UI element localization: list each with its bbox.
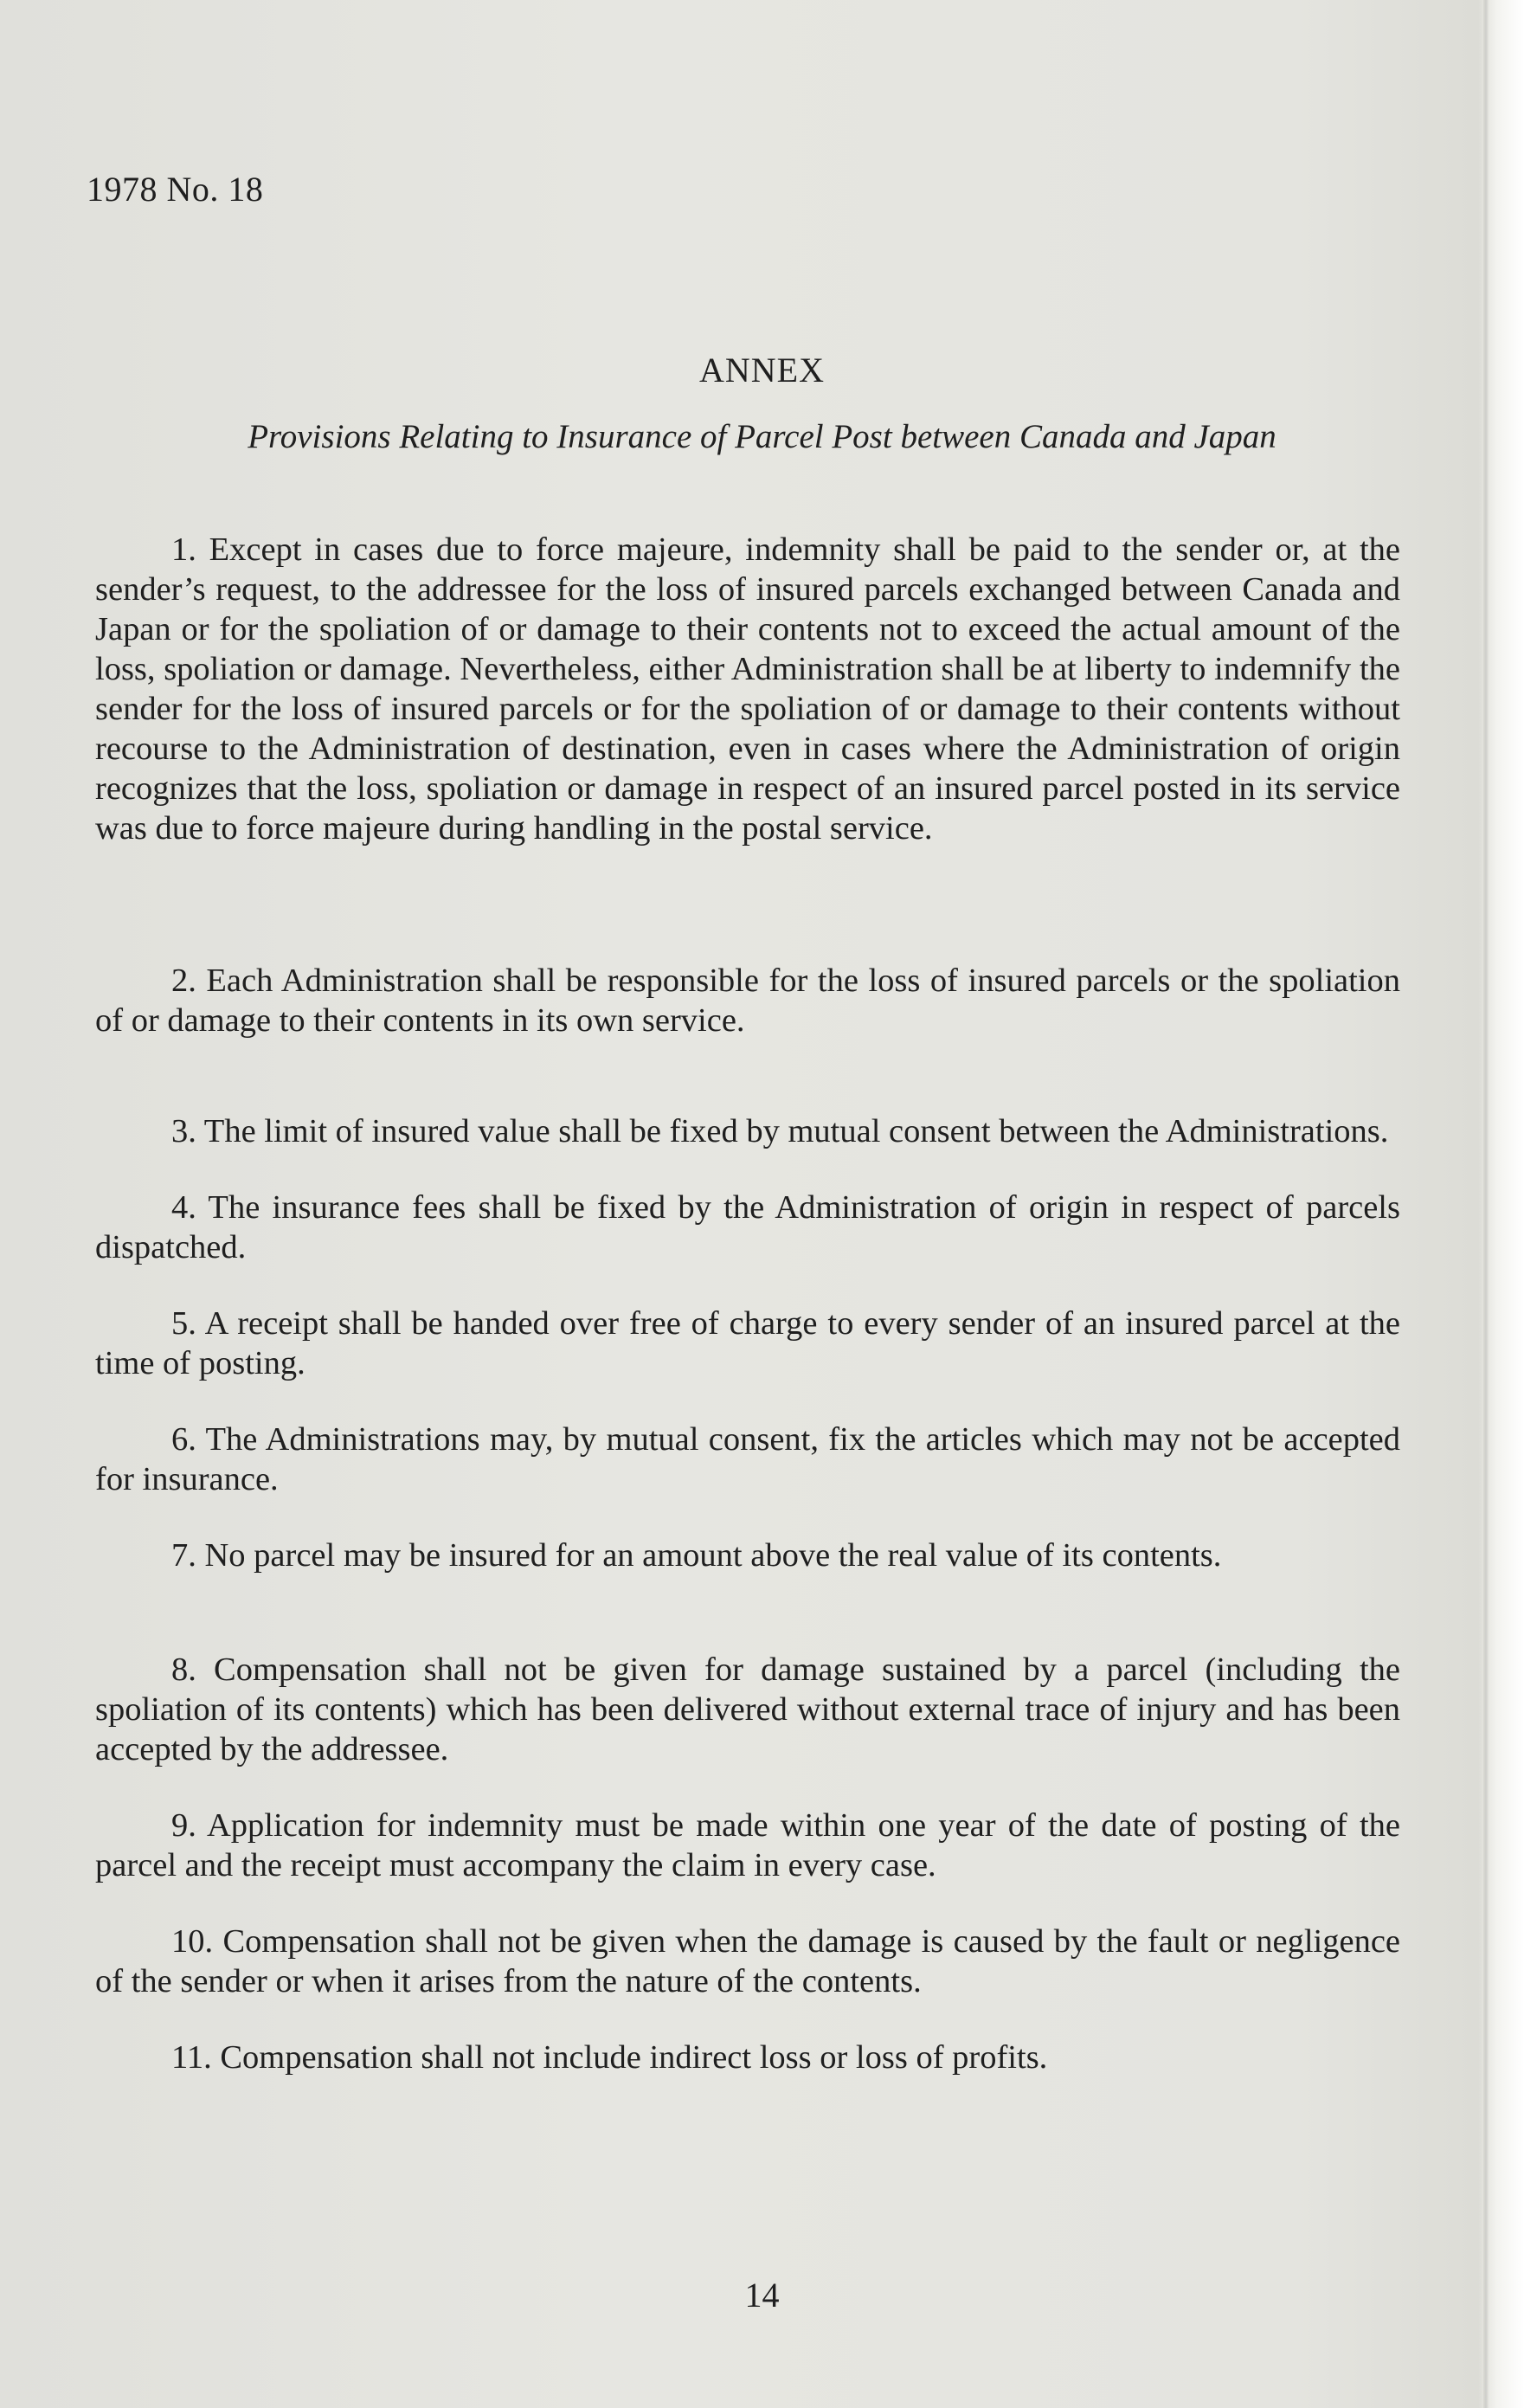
show-through-from-reverse-page <box>69 251 1419 424</box>
paragraph-6: 6. The Administrations may, by mutual consent, fix the articles which may not be accepted for insurance. <box>95 1421 1400 1497</box>
paragraph-8: 8. Compensation shall not be given for damage sustained by a parcel (including the spoliation of its contents) which has been delivered without external trace of injury and has been accepted by the addressee. <box>95 1651 1400 1767</box>
paragraph-4: 4. The insurance fees shall be fixed by the Administration of origin in respect of parcels dispatched. <box>95 1189 1400 1265</box>
paragraph-1: 1. Except in cases due to force majeure, indemnity shall be paid to the sender or, at the sender’s request, to the addressee for the loss of insured parcels exchanged between Canada and Japan or for the spoliation of or damage to their contents not to exceed the actual amount of the loss, spoliation or damage. Nevertheless, either Administration shall be at liberty to indemnify the sender for the loss of insured parcels or for the spoliation of or damage to their contents without recourse to the Administration of destination, even in cases where the Administration of origin recognizes that the loss, spoliation or damage in respect of an insured parcel posted in its service was due to force majeure during handling in the postal service. <box>95 531 1400 847</box>
paragraph-5: 5. A receipt shall be handed over free of charge to every sender of an insured parcel at the time of posting. <box>95 1305 1400 1381</box>
paragraph-3: 3. The limit of insured value shall be fixed by mutual consent between the Administrations. <box>171 1113 1389 1149</box>
annex-subtitle: Provisions Relating to Insurance of Parcel Post between Canada and Japan <box>248 418 1276 455</box>
paragraph-10: 10. Compensation shall not be given when the damage is caused by the fault or negligence of the sender or when it arises from the nature of the contents. <box>95 1923 1400 1999</box>
page-number: 14 <box>744 2276 780 2315</box>
paragraph-9: 9. Application for indemnity must be made within one year of the date of posting of the parcel and the receipt must accompany the claim in every case. <box>95 1807 1400 1883</box>
annex-body <box>95 530 1400 2077</box>
paragraph-11: 11. Compensation shall not include indirect loss or loss of profits. <box>171 2039 1048 2076</box>
paragraph-2: 2. Each Administration shall be responsible for the loss of insured parcels or the spoliation of or damage to their contents in its own service. <box>95 963 1400 1039</box>
annex-title: ANNEX <box>699 351 825 390</box>
paragraph-7: 7. No parcel may be insured for an amount above the real value of its contents. <box>171 1537 1222 1574</box>
document-header-number: 1978 No. 18 <box>87 170 264 209</box>
